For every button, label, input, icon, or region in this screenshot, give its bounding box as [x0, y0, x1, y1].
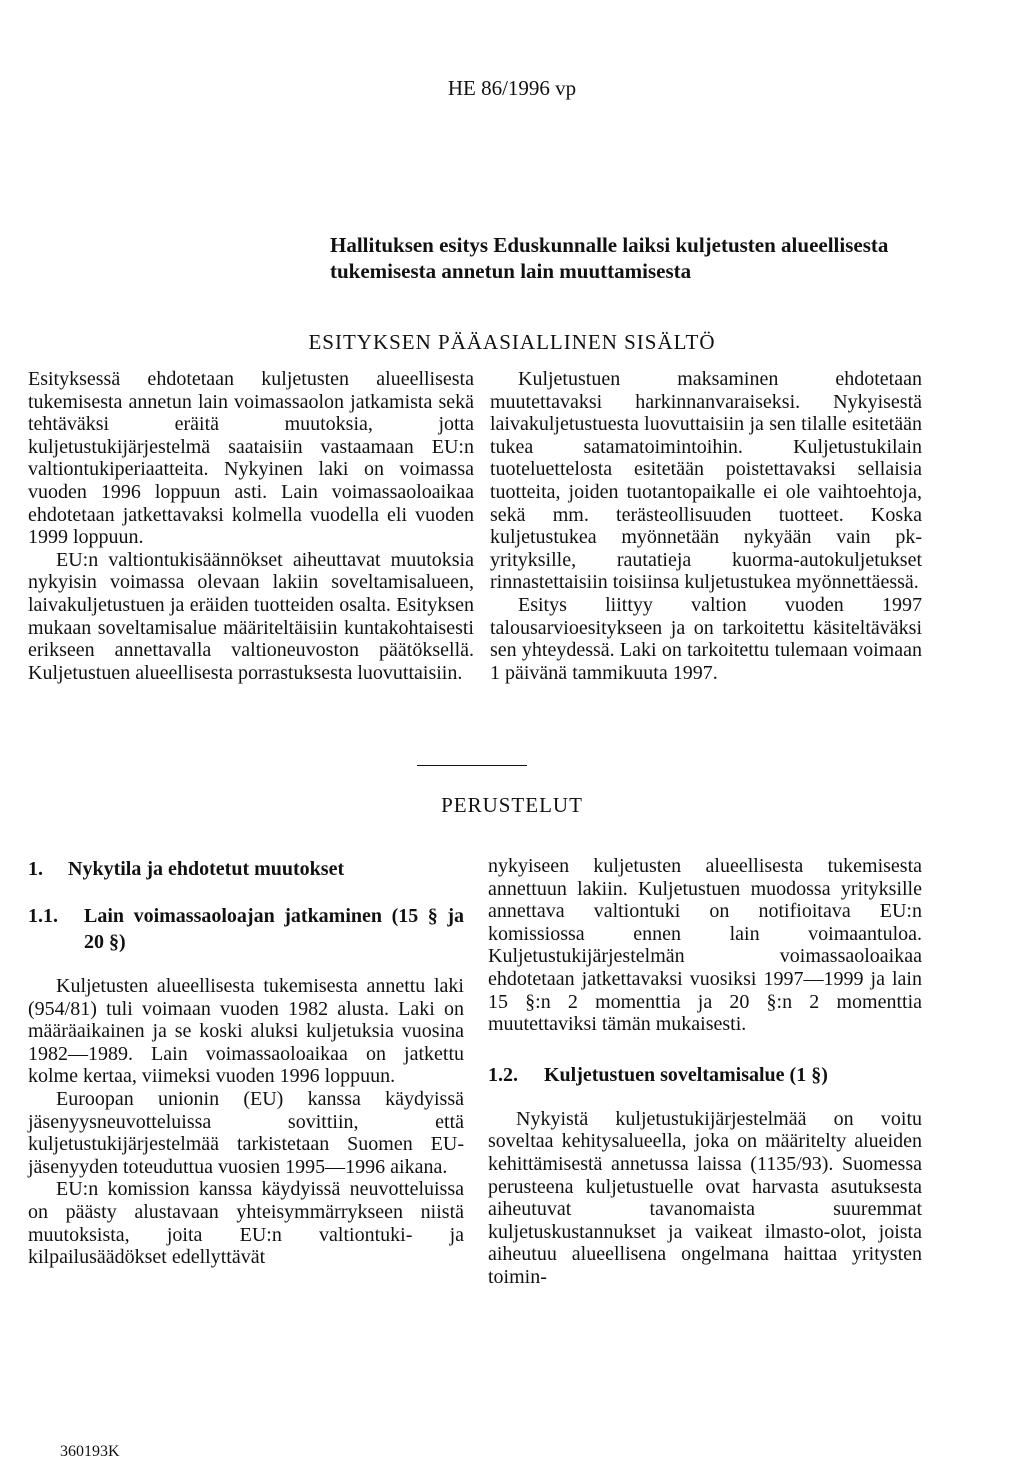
section-divider — [417, 765, 527, 766]
body-paragraph: Euroopan unionin (EU) kanssa käydyissä jäsenyysneuvotteluissa sovittiin, että kuljetustukijärjestelmää tarkistetaan Suomen EU-jäsenyyden toteuduttua vuosien 1995—1996 aikana. — [28, 1087, 464, 1178]
summary-right-column — [490, 368, 922, 684]
summary-paragraph: Esitys liittyy valtion vuoden 1997 talousarvioesitykseen ja on tarkoitettu käsiteltäväksi sen yhteydessä. Laki on tarkoitettu tulemaan voimaan 1 päivänä tammikuuta 1997. — [490, 593, 922, 684]
summary-paragraph: Kuljetustuen maksaminen ehdotetaan muutettavaksi harkinnanvaraiseksi. Nykyisestä laivakuljetustuesta luovuttaisiin ja sen tilalle esitetään tukea satamatoimintoihin. Kuljetustukilain tuoteluettelosta esitetään poistettavaksi sellaisia tuotteita, joiden tuotantopaikalle ei ole vaihtoehtoja, sekä mm. terästeollisuuden tuotteet. Koska kuljetustukea myönnetään nykyään vain pk-yrityksille, rautatieja kuorma-autokuljetukset rinnastettaisiin toisiinsa kuljetustukea myönnettäessä. — [490, 368, 922, 594]
section-title: Kuljetustuen soveltamisalue (1 §) — [544, 1063, 828, 1086]
footer-code: 360193K — [60, 1443, 120, 1460]
body-paragraph: Nykyistä kuljetustukijärjestelmää on voitu soveltaa kehitysalueella, joka on määritelty alueiden kehittämisestä annetussa laissa (1135/93). Suomessa perusteena kuljetustuelle ovat harvasta asutuksesta aiheutuvat tavanomaista suuremmat kuljetuskustannukset ja vaikeat ilmasto-olot, joista aiheutuu alueellisena ongelmana haittaa yritysten toimin- — [488, 1107, 922, 1288]
perustelut-right-column — [488, 855, 922, 1289]
summary-left-column — [28, 368, 474, 684]
body-paragraph: nykyiseen kuljetusten alueellisesta tukemisesta annettuun lakiin. Kuljetustuen muodossa yrityksille annettava valtiontuki on notifioitava EU:n komissiossa ennen lain voimaantuloa. Kuljetustukijärjestelmän voimassaoloaikaa ehdotetaan jatkettavaksi vuosiksi 1997—1999 ja lain 15 §:n 2 momenttia ja 20 §:n 2 momenttia muutettaviksi tämän mukaisesti. — [488, 855, 922, 1036]
section-title: Lain voimassaoloajan jatkaminen (15 § ja 20 §) — [84, 905, 464, 953]
section-number: 1.1. — [28, 905, 58, 927]
summary-heading: ESITYKSEN PÄÄASIALLINEN SISÄLTÖ — [308, 330, 716, 354]
document-title: Hallituksen esitys Eduskunnalle laiksi kuljetusten alueellisesta tukemisesta annetun lain muuttamisesta — [330, 233, 889, 283]
body-paragraph: EU:n komission kanssa käydyissä neuvotteluissa on päästy alustavaan yhteisymmärrykseen niistä muutoksista, joita EU:n valtiontuki- ja kilpailusäädökset edellyttävät — [28, 1178, 464, 1269]
section-number: 1.2. — [488, 1063, 518, 1086]
body-paragraph: Kuljetusten alueellisesta tukemisesta annettu laki (954/81) tuli voimaan vuoden 1982 alusta. Laki on määräaikainen ja se koski aluksi kuljetuksia vuosina 1982—1989. Lain voimassaoloaikaa on jatkettu kolme kertaa, viimeksi vuoden 1996 loppuun. — [28, 975, 464, 1088]
summary-paragraph: Esityksessä ehdotetaan kuljetusten alueellisesta tukemisesta annetun lain voimassaolon jatkamista sekä tehtäväksi eräitä muutoksia, jotta kuljetustukijärjestelmä saataisiin vastaamaan EU:n valtiontukiperiaatteita. Nykyinen laki on voimassa vuoden 1996 loppuun asti. Lain voimassaoloaikaa ehdotetaan jatkettavaksi kolmella vuodella eli vuoden 1999 loppuun. — [28, 368, 474, 549]
perustelut-left-column — [28, 855, 464, 1269]
section-number: 1. — [28, 858, 43, 880]
section-1-1-heading — [28, 903, 464, 955]
section-1-heading — [28, 857, 464, 881]
perustelut-heading: PERUSTELUT — [441, 793, 583, 817]
document-code: HE 86/1996 vp — [447, 76, 577, 100]
section-title: Nykytila ja ehdotetut muutokset — [68, 858, 345, 880]
summary-paragraph: EU:n valtiontukisäännökset aiheuttavat muutoksia nykyisin voimassa olevaan lakiin soveltamisalueen, laivakuljetustuen ja eräiden tuotteiden osalta. Esityksen mukaan soveltamisalue määriteltäisiin kuntakohtaisesti erikseen annettavalla valtioneuvoston päätöksellä. Kuljetustuen alueellisesta porrastuksesta luovuttaisiin. — [28, 548, 474, 684]
section-1-2-heading — [488, 1062, 922, 1088]
